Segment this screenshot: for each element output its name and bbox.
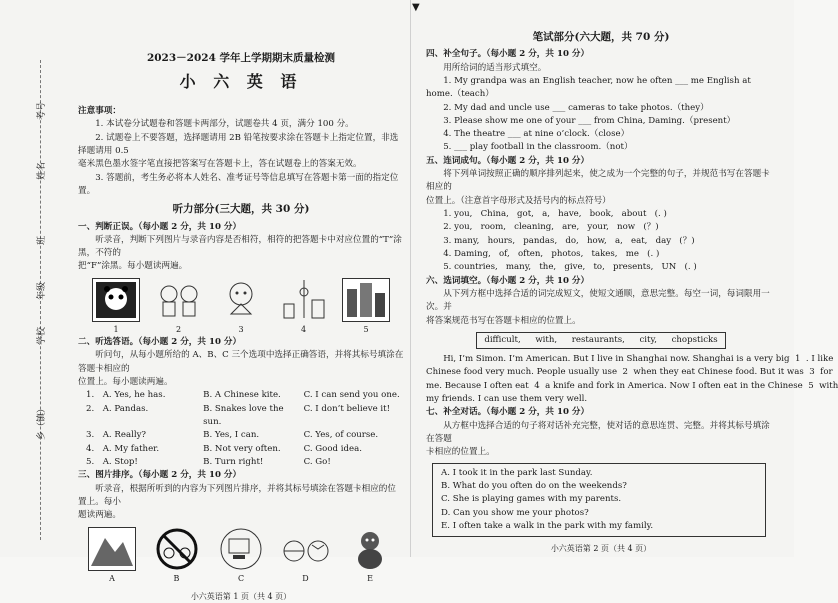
q1-instruction: 把“F”涂黑。每小题读两遍。 [78,261,188,272]
picture-label: B [173,573,180,583]
q7-heading: 七、补全对话。（每小题 2 分，共 10 分） [426,407,590,418]
left-page [78,38,404,603]
animals-picture [155,278,203,322]
note-item: 3. 答题前，考生务必将本人姓名、准考证号等信息填写在答题卡第一面的指定位置。 [78,172,399,196]
word-bank-item: restaurants, [571,334,625,345]
notes-heading: 注意事项： [78,106,121,117]
word-bank-item: chopsticks [671,334,718,345]
picture-label: 4 [300,324,307,334]
passage-line: me. Because I often eat 4 a knife and fork in America. Now I often eat in the Chinese 5 with [426,380,838,391]
subject-title: 小 六 英 语 [179,72,303,92]
q2-row: 2. A. Pandas. B. Snakes love the sun. C. I don’t believe it! [86,403,391,428]
balls-picture [282,527,330,571]
note-item: 1. 本试卷分试题卷和答题卡两部分，试题卷共 4 页，满分 100 分。 [95,119,354,130]
passage-line: Chinese food very much. People usually use 2 when they eat Chinese food. But it was 3 for [426,367,833,378]
q3-instruction: 题读两遍。 [78,510,121,521]
passage-line: Hi, I’m Simon. I’m American. But I live in Shanghai now. Shanghai is a very big 1 . I like [443,354,834,365]
q6-instruction: 将答案规范书写在答题卡相应的位置上。 [426,315,581,326]
girl-picture [217,278,265,322]
q4-item: 5. ___ play football in the classroom.（not） [443,142,633,153]
page-fold-line [410,0,411,557]
q5-item: 1. you, China, got, a, have, book, about (. ) [443,209,667,220]
q7-instruction: 卡相应的位置上。 [426,447,495,458]
q1-pictures [78,278,404,322]
q1-heading: 一、判断正误。（每小题 2 分，共 10 分） [78,221,242,232]
q2-instruction: 听问句，从每小题所给的 A、B、C 三个选项中选择正确答语，并将其标号填涂在答题卡相应的 [78,350,404,374]
q2-heading: 二、听选答语。（每小题 2 分，共 10 分） [78,337,242,348]
q7-instruction: 从方框中选择合适的句子将对话补充完整，使对话的意思连贯、完整。并将其标号填涂在答题 [426,420,770,445]
computer-picture [217,527,265,571]
writing-title: 笔试部分(六大题，共 70 分) [532,31,670,43]
binding-dashed-line [40,60,41,540]
q5-item: 4. Daming, of, often, photos, takes, me (. ) [443,248,660,259]
q4-item: 4. The theatre ___ at nine o’clock.（close） [443,129,630,140]
listening-title: 听力部分(三大题，共 30 分) [172,203,310,216]
q5-instruction: 位置上。（注意首字母形式及括号内的标点符号） [426,195,611,206]
no-cycling-sign-icon [153,527,201,571]
picture-label: 2 [175,324,182,334]
exam-title: 2023－2024 学年上学期期末质量检测 [146,52,336,64]
page-footer: 小六英语第 1 页（共 4 页） [190,591,292,601]
dialogue-option: D. Can you show me your photos? [441,507,589,518]
picture-label: C [237,573,245,583]
q4-item: 1. My grandpa was an English teacher, now he often ___ me English at home.（teach） [426,75,751,100]
q2-instruction: 位置上。每小题读两遍。 [78,377,173,388]
fold-arrow-icon: ▼ [412,2,420,13]
q1-picture-labels [78,324,404,336]
q5-instruction: 将下列单词按照正确的顺序排列起来，使之成为一个完整的句子，并规范书写在答题卡相应的 [426,169,770,193]
picture-label: A [109,573,115,583]
binding-strip [0,0,60,557]
word-bank-item: with, [535,334,558,345]
q4-heading: 四、补全句子。（每小题 2 分，共 10 分） [426,49,590,60]
name-label: 姓名 [37,161,47,180]
q5-item: 3. many, hours, pandas, do, how, a, eat, day (？) [443,235,695,246]
word-bank-box [476,332,726,349]
q3-instruction: 听录音，根据所听到的内容为下列图片排序，并将其标号填涂在答题卡相应的位置上。每小 [78,483,396,507]
q6-heading: 六、选词填空。（每小题 2 分，共 10 分） [426,275,590,286]
picture-label: 5 [363,324,369,334]
town-label: 乡（镇） [37,403,47,440]
buildings-picture [342,278,390,322]
monkey-picture [346,527,394,571]
q3-heading: 三、图片排序。（每小题 2 分，共 10 分） [78,470,242,481]
q1-instruction: 听录音，判断下列图片与录音内容是否相符，相符的把答题卡中对应位置的“T”涂黑，不符的 [78,234,402,259]
dialogue-option: C. She is playing games with my parents. [441,494,622,505]
q5-item: 5. countries, many, the, give, to, presents, UN (. ) [443,262,697,273]
picture-label: E [367,573,373,583]
q3-pictures [78,527,404,571]
class-label: 班 [37,235,47,245]
picture-label: 3 [238,324,244,334]
q4-instruction: 用所给词的适当形式填空。 [443,62,547,73]
dialogue-option: B. What do you often do on the weekends? [441,480,627,491]
note-item: 毫米黑色墨水签字笔直接把答案写在答题卡上，答在试题卷上的答案无效。 [78,159,362,170]
passage-line: my friends. I can use them very well. [426,394,588,405]
q4-item: 3. Please show me one of your ___ from China, Daming.（present） [443,115,736,126]
q2-row: 3. A. Really? B. Yes, I can. C. Yes, of course. [86,430,379,441]
city-tower-picture [280,278,328,322]
landscape-picture [88,527,136,571]
q2-row: 4. A. My father. B. Not very often. C. Good idea. [86,443,362,454]
q5-heading: 五、连词成句。（每小题 2 分，共 10 分） [426,155,590,166]
grade-label: 年级 [37,281,47,300]
q6-instruction: 从下列方框中选择合适的词完成短文，使短文通顺，意思完整。每空一词，每词限用一次。并 [426,288,770,313]
word-bank-item: city, [639,334,657,345]
q3-picture-labels [78,573,404,585]
exam-no-label: 考号 [37,101,47,120]
right-page [426,26,838,556]
word-bank-item: difficult, [484,334,521,345]
dialogue-option: E. I often take a walk in the park with my family. [441,520,654,531]
panda-picture [92,278,140,322]
q5-item: 2. you, room, cleaning, are, your, now (？) [443,222,659,233]
dialogue-option: A. I took it in the park last Sunday. [441,467,593,478]
picture-label: 1 [113,324,119,334]
page-footer: 小六英语第 2 页（共 4 页） [550,544,652,554]
q2-row: 5. A. Stop! B. Turn right! C. Go! [86,456,331,467]
q2-row: 1. A. Yes, he has. B. A Chinese kite. C. I can send you one. [86,390,400,401]
note-item: 2. 试题卷上不要答题，选择题请用 2B 铅笔按要求涂在答题卡上指定位置，非选择题请用 0.5 [78,132,399,156]
school-label: 学校 [37,326,47,345]
picture-label: D [302,573,309,583]
dialogue-options-box [432,463,766,538]
q4-item: 2. My dad and uncle use ___ cameras to take photos.（they） [443,102,709,113]
